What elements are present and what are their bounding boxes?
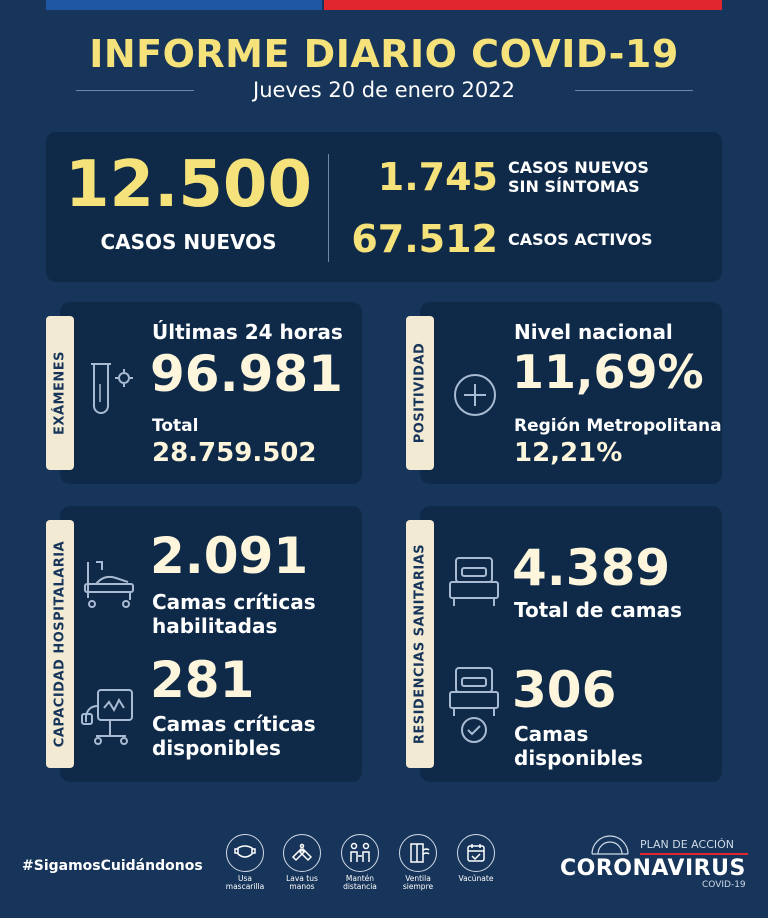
tip-distance: Mantén distancia [338, 834, 382, 891]
brand-name: CORONAVIRUS [560, 856, 746, 881]
exams-total-value: 28.759.502 [152, 438, 317, 468]
mask-icon [226, 834, 264, 872]
test-tube-icon [86, 354, 138, 424]
residences-available-label: Camas disponibles [514, 722, 643, 770]
flag-bar-red [324, 0, 722, 10]
distance-icon [341, 834, 379, 872]
exams-last24-value: 96.981 [150, 345, 343, 403]
brand-sub: COVID-19 [702, 880, 746, 890]
ventilator-icon [80, 686, 138, 746]
asymptomatic-value: 1.745 [377, 155, 498, 199]
new-cases-value: 12.500 [65, 148, 312, 222]
positivity-rm-label: Región Metropolitana [514, 416, 722, 436]
page-title: INFORME DIARIO COVID-19 [89, 32, 679, 76]
exams-tab: EXÁMENES [46, 316, 74, 470]
logo-dome-icon [590, 834, 630, 856]
exams-card [60, 302, 362, 484]
positivity-tab: POSITIVIDAD [406, 316, 434, 470]
hospital-available-value: 281 [150, 651, 255, 709]
positivity-card [420, 302, 722, 484]
residences-card [420, 506, 722, 782]
residences-total-value: 4.389 [512, 539, 671, 597]
hospital-card [60, 506, 362, 782]
tip-ventilate: Ventila siempre [396, 834, 440, 891]
residences-total-label: Total de camas [514, 598, 683, 622]
summary-card [46, 132, 722, 282]
asymptomatic-label: CASOS NUEVOS SIN SÍNTOMAS [508, 158, 649, 196]
hospital-bed-icon [82, 558, 138, 610]
coronavirus-logo [560, 834, 750, 894]
bed-icon [446, 554, 502, 610]
flag-bar-blue [46, 0, 322, 10]
positivity-rm-value: 12,21% [514, 438, 623, 468]
new-cases-label: CASOS NUEVOS [100, 230, 277, 254]
exams-last24-label: Últimas 24 horas [152, 320, 343, 344]
active-cases-value: 67.512 [351, 217, 498, 261]
positivity-national-value: 11,69% [512, 345, 704, 399]
hospital-available-label: Camas críticas disponibles [152, 712, 316, 760]
tip-vaccine: Vacúnate [454, 834, 498, 883]
hospital-enabled-value: 2.091 [150, 527, 309, 585]
plus-circle-icon [452, 372, 498, 418]
logo-red-line [640, 853, 748, 855]
hashtag: #SigamosCuidándonos [22, 858, 203, 874]
plan-label: PLAN DE ACCIÓN [640, 838, 735, 851]
positivity-national-label: Nivel nacional [514, 320, 673, 344]
tip-hands: Lava tus manos [280, 834, 324, 891]
hospital-tab: CAPACIDAD HOSPITALARIA [46, 520, 74, 768]
report-date: Jueves 20 de enero 2022 [253, 78, 515, 102]
hands-wash-icon [283, 834, 321, 872]
vaccine-icon [457, 834, 495, 872]
summary-divider [328, 154, 329, 262]
active-cases-label: CASOS ACTIVOS [508, 230, 653, 249]
hospital-enabled-label: Camas críticas habilitadas [152, 590, 316, 638]
bed-available-icon [446, 664, 502, 746]
tip-mask: Usa mascarilla [223, 834, 267, 891]
residences-available-value: 306 [512, 661, 617, 719]
exams-total-label: Total [152, 416, 199, 436]
residences-tab: RESIDENCIAS SANITARIAS [406, 520, 434, 768]
ventilate-icon [399, 834, 437, 872]
